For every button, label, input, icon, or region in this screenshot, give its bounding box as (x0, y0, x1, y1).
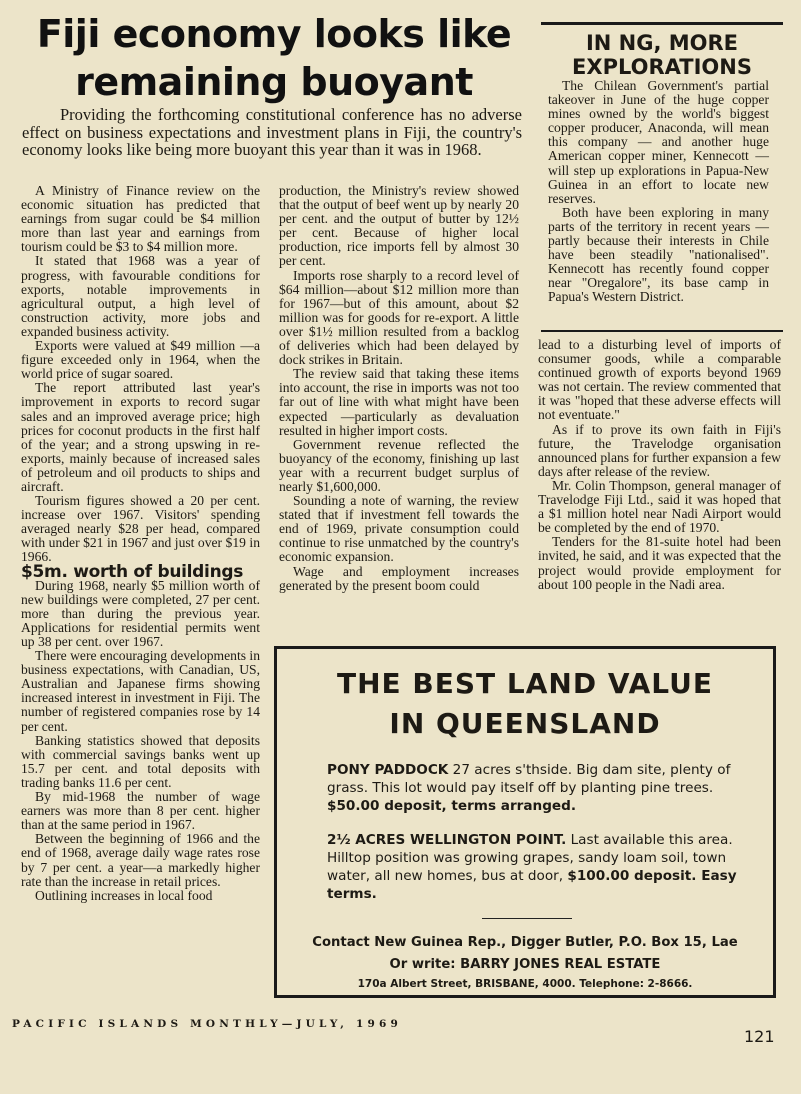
sidebar-title: IN NG, MORE EXPLORATIONS (572, 31, 752, 79)
paragraph: Tourism figures showed a 20 per cent. increase over 1967. Visitors' spending averaged nearly $28 per head, compared with under $21 in 1967 and just over $19 in 1966. (21, 493, 260, 565)
paragraph: Both have been exploring in many parts of the territory in recent years — partly because their interests in Chile have been steadily "nationalised". Kennecott has recently found copper near "Oregalore", its base camp in Papua's Western District. (548, 204, 769, 305)
subheading: $5m. worth of buildings (21, 561, 244, 582)
page-number: 121 (744, 1027, 775, 1046)
headline (14, 10, 534, 106)
paragraph: Outlining increases in local food (35, 887, 213, 903)
paragraph: production, the Ministry's review showed that the output of beef went up by nearly 20 per cent. and the output of butter by 12½ per cent. Because of higher local production, rice imports fell by almost 30 per cent. (279, 183, 519, 269)
paragraph: Tenders for the 81-suite hotel had been invited, he said, and it was expected that the project would provide employment for about 100 people in the Nadi area. (538, 534, 781, 592)
paragraph: Between the beginning of 1966 and the end of 1968, average daily wage rates rose by 7 per cent. a year—a markedly higher rate than the increase in retail prices. (21, 831, 260, 889)
article-column-2 (279, 184, 519, 593)
advert-listing-wellington-point: 2½ ACRES WELLINGTON POINT. Last available this area. Hilltop position was growing grapes, sandy loam soil, town water, all new homes, bus at door, $100.00 deposit. Easy terms. (327, 832, 737, 902)
advert-contact-write: Or write: BARRY JONES REAL ESTATE (389, 957, 661, 972)
paragraph: The report attributed last year's improvement in exports to record sugar sales and an improved average price; high prices for coconut products in the first half of the year; and a strong upswing in re-exports, mainly because of increased sales of petroleum and oil products to ships and aircraft. (21, 380, 260, 494)
article-column-3 (538, 338, 781, 592)
article-column-1 (21, 184, 260, 903)
paragraph: Banking statistics showed that deposits with commercial savings banks went up 15.7 per cent. and total deposits with trading banks 11.6 per cent. (21, 732, 260, 790)
advert-headline-1: THE BEST LAND VALUE (337, 667, 713, 700)
paragraph: A Ministry of Finance review on the economic situation has predicted that earnings from sugar could be $4 million more than last year and earnings from tourism could be $3 to $4 million more. (21, 183, 260, 255)
paragraph: Imports rose sharply to a record level of $64 million—about $12 million more than for 1967—but of this amount, about $2 million was for goods for re-export. A little over $1½ million resulted from a backlog of deliveries which had been delayed by dock strikes in Britain. (279, 267, 519, 368)
headline-line-1: Fiji economy looks like (36, 12, 512, 56)
sidebar-top-rule (541, 22, 783, 25)
page-footer: PACIFIC ISLANDS MONTHLY—JULY, 1969 (12, 1018, 403, 1030)
paragraph: lead to a disturbing level of imports of consumer goods, while a comparable continued growth of exports beyond 1969 was not certain. The review commented that it was "hoped that these adverse effects will not eventuate." (538, 337, 781, 423)
paragraph: Sounding a note of warning, the review stated that if investment fell towards the end of 1969, private consumption could continue to rise unmatched by the country's economic expansion. (279, 493, 519, 565)
paragraph: The Chilean Government's partial takeover in June of the huge copper mines owned by the world's biggest copper producer, Anaconda, will mean this company — and another huge American copper miner, Kennecott — will step up explorations in Papua-New Guinea in an effort to locate new reserves. (548, 78, 769, 206)
advert-headline-2: IN QUEENSLAND (389, 707, 661, 740)
headline-line-2: remaining buoyant (75, 60, 473, 104)
paragraph: It stated that 1968 was a year of progress, with favourable conditions for exports, notable improvements in agricultural output, a high level of construction activity, more jobs and expanded business activity. (21, 253, 260, 339)
real-estate-advertisement (274, 646, 776, 998)
paragraph: During 1968, nearly $5 million worth of new buildings were completed, 27 per cent. more than during the previous year. Applications for residential permits went up 38 per cent. over 1967. (21, 577, 260, 649)
sidebar-bottom-rule (541, 330, 783, 332)
standfirst: Providing the forthcoming constitutional conference has no adverse effect on business expectations and investment plans in Fiji, the country's economy looks like being more buoyant this year than it was in 1968. (22, 105, 522, 159)
paragraph: By mid-1968 the number of wage earners was more than 8 per cent. higher than at the same period in 1967. (21, 789, 260, 833)
advert-contact-rep: Contact New Guinea Rep., Digger Butler, P.O. Box 15, Lae (312, 935, 738, 950)
paragraph: Exports were valued at $49 million —a figure exceeded only in 1964, when the world price of sugar soared. (21, 338, 260, 382)
sidebar-body (548, 79, 769, 305)
paragraph: Government revenue reflected the buoyancy of the economy, finishing up last year with a recurrent budget surplus of nearly $1,600,000. (279, 436, 519, 494)
advert-contact-address: 170a Albert Street, BRISBANE, 4000. Telephone: 2-8666. (357, 978, 693, 990)
paragraph: Wage and employment increases generated by the present boom could (279, 563, 519, 593)
paragraph: As if to prove its own faith in Fiji's future, the Travelodge organisation announced plans for further expansion a few days after release of the review. (538, 421, 781, 479)
paragraph: There were encouraging developments in business expectations, with Canadian, US, Australian and Japanese firms showing increased interest in investment in Fiji. The number of registered companies rose by 14 per cent. (21, 648, 260, 734)
advert-listing-pony-paddock: PONY PADDOCK 27 acres s'thside. Big dam site, plenty of grass. This lot would pay itself off by planting pine trees. $50.00 deposit, terms arranged. (327, 762, 731, 814)
advert-divider (482, 918, 572, 919)
paragraph: The review said that taking these items into account, the rise in imports was not too far out of line with what might have been expected —particularly as devaluation resulted in higher import costs. (279, 366, 519, 438)
paragraph: Mr. Colin Thompson, general manager of Travelodge Fiji Ltd., said it was hoped that a $1 million hotel near Nadi Airport would be completed by the end of 1970. (538, 477, 781, 536)
